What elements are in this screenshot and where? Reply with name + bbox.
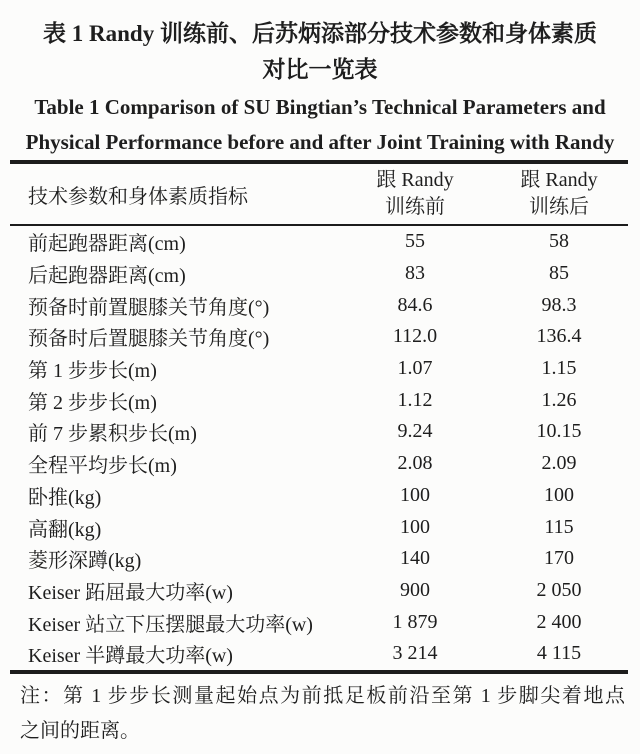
row-label: 高翻(kg) <box>28 518 102 541</box>
table-row <box>10 575 628 607</box>
table-row <box>10 258 628 290</box>
table-title-en-line1: Table 1 Comparison of SU Bingtian’s Technical Parameters and <box>34 95 606 119</box>
row-value-after: 10.15 <box>536 420 582 443</box>
comparison-table <box>10 160 628 674</box>
table-title-en <box>0 90 640 160</box>
table-title-zh-line2: 对比一览表 <box>262 57 378 82</box>
header-before-line2: 训练前 <box>385 196 445 218</box>
row-value-before: 100 <box>400 515 430 538</box>
row-value-before: 9.24 <box>397 420 433 443</box>
row-value-after: 2.09 <box>541 452 577 475</box>
row-value-before: 900 <box>400 578 430 601</box>
row-label: 卧推(kg) <box>28 486 102 509</box>
table-row <box>10 511 628 543</box>
header-before-training <box>340 167 490 221</box>
row-value-before: 83 <box>405 262 425 285</box>
header-indicator-label: 技术参数和身体素质指标 <box>28 185 248 208</box>
row-value-after: 98.3 <box>541 293 577 316</box>
row-value-before: 140 <box>400 547 430 570</box>
table-title-en-line2: Physical Performance before and after Joint Training with Randy <box>25 130 615 154</box>
row-label: 第 2 步步长(m) <box>28 391 157 414</box>
table-title-zh <box>0 16 640 88</box>
table-row <box>10 416 628 448</box>
row-value-after: 2 400 <box>536 610 582 633</box>
row-value-before: 2.08 <box>397 452 433 475</box>
table-row <box>10 480 628 512</box>
row-label: Keiser 跖屈最大功率(w) <box>28 581 233 604</box>
header-after-line2: 训练后 <box>529 196 589 218</box>
table-row <box>10 226 628 258</box>
row-label: 后起跑器距离(cm) <box>28 265 186 288</box>
row-value-before: 1.07 <box>397 357 433 380</box>
row-value-before: 1.12 <box>397 388 433 411</box>
table-header-row <box>10 164 628 226</box>
row-value-before: 1 879 <box>392 610 438 633</box>
row-value-after: 58 <box>549 230 569 253</box>
header-before-line1: 跟 Randy <box>376 169 454 191</box>
table-title-zh-line1: 表 1 Randy 训练前、后苏炳添部分技术参数和身体素质 <box>43 21 597 46</box>
header-after-training <box>490 167 628 221</box>
row-label: 前起跑器距离(cm) <box>28 233 186 256</box>
row-label: 前 7 步累积步长(m) <box>28 423 197 446</box>
table-row <box>10 543 628 575</box>
footnote-line2: 之间的距离。 <box>20 719 140 742</box>
table-row <box>10 448 628 480</box>
footnote-line1: 注：第 1 步步长测量起始点为前抵足板前沿至第 1 步脚尖着地点 <box>20 684 625 707</box>
header-after-line1: 跟 Randy <box>520 169 598 191</box>
row-value-after: 100 <box>544 483 574 506</box>
row-value-after: 2 050 <box>536 578 582 601</box>
row-value-after: 1.15 <box>541 357 577 380</box>
row-value-after: 136.4 <box>536 325 582 348</box>
row-value-after: 4 115 <box>536 642 582 665</box>
table-row <box>10 353 628 385</box>
table-body <box>10 226 628 670</box>
row-label: Keiser 半蹲最大功率(w) <box>28 645 233 668</box>
row-label: 预备时后置腿膝关节角度(°) <box>28 328 270 351</box>
row-value-before: 112.0 <box>392 325 438 348</box>
row-label: 预备时前置腿膝关节角度(°) <box>28 296 270 319</box>
table-row <box>10 289 628 321</box>
row-label: 全程平均步长(m) <box>28 455 177 478</box>
row-value-after: 170 <box>544 547 574 570</box>
row-label: 第 1 步步长(m) <box>28 360 157 383</box>
row-value-before: 84.6 <box>397 293 433 316</box>
table-row <box>10 606 628 638</box>
row-value-before: 100 <box>400 483 430 506</box>
table-row <box>10 638 628 670</box>
row-label: Keiser 站立下压摆腿最大功率(w) <box>28 613 313 636</box>
table-footnote <box>20 674 625 749</box>
row-label: 菱形深蹲(kg) <box>28 550 142 573</box>
row-value-before: 55 <box>405 230 425 253</box>
table-row <box>10 321 628 353</box>
table-row <box>10 384 628 416</box>
row-value-after: 1.26 <box>541 388 577 411</box>
row-value-after: 115 <box>544 515 574 538</box>
row-value-after: 85 <box>549 262 569 285</box>
row-value-before: 3 214 <box>392 642 438 665</box>
